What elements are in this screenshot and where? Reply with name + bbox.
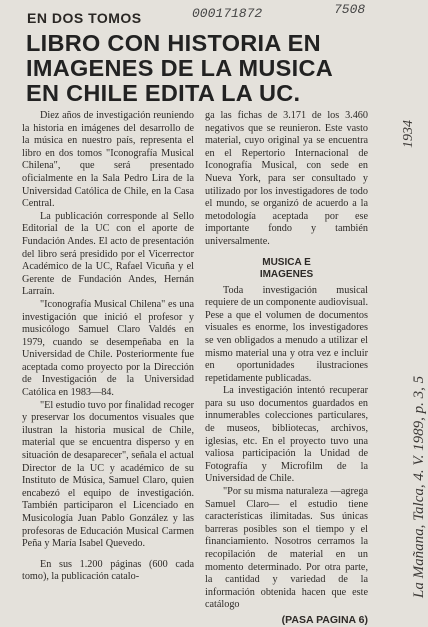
headline-line: IMAGENES DE LA MUSICA — [26, 55, 334, 81]
headline — [26, 31, 396, 106]
paragraph: Toda investigación musical requiere de un componente audiovisual. Pese a que el volumen de documentos visuales es enorme, los investigadores se ven obligados a menudo a utilizar el mismo material una y otra vez e incluir en oportunidades ilustraciones repetidamente publicadas. — [205, 284, 368, 384]
headline-line: LIBRO CON HISTORIA EN — [26, 30, 321, 56]
handwritten-ref-code: 7508 — [334, 2, 366, 17]
handwritten-source-note: La Mañana, Talca, 4. V. 1989, p. 3, 5 — [411, 375, 427, 598]
article-column-1 — [22, 110, 194, 584]
handwritten-year: 1934 — [401, 120, 416, 148]
handwritten-catalog-number: 000171872 — [192, 6, 263, 21]
article-column-2 — [205, 110, 368, 627]
paragraph: Diez años de investigación reuniendo la historia en imágenes del desarrollo de la música en nuestro país, representa el libro en dos tomos "Iconografía Musical Chilena", que será presentado oficialmente en la Sala Pedro Lira de la Universidad Católica de Chile, en la Casa Central. — [22, 110, 194, 210]
paragraph: ga las fichas de 3.171 de los 3.460 negativos que se reunieron. Este vasto material, cuyo original ya se encuentra en el Repertorio Internacional de Iconografía Musical, con sede en Nueva York, para ser consultado y utilizado por los investigadores de todo el mundo, se organizó de acuerdo a la metodología aceptada por ese importante fondo y también universalmente. — [205, 110, 368, 247]
paragraph: La investigación intentó recuperar para su uso documentos guardados en innumerables colecciones particulares, de museos, bibliotecas, archivos, iglesias, etc. En el proyecto tuvo una valiosa participación la Unidad de Fotografía y Microfilm de la Universidad de Chile. — [205, 385, 368, 485]
paragraph: En sus 1.200 páginas (600 cada tomo), la publicación catalo- — [22, 558, 194, 583]
kicker-label: EN DOS TOMOS — [27, 10, 142, 26]
paragraph: "Iconografía Musical Chilena" es una investigación que inició el profesor y musicólogo Samuel Claro Valdés en 1979, cuando se desempeñaba en la Universidad de Chile. Posteriormente fue aceptada como proyecto por la Dirección de Investigación de la Universidad Católica en 1983—84. — [22, 298, 194, 399]
headline-line: EN CHILE EDITA LA UC. — [26, 80, 301, 106]
paragraph: "El estudio tuvo por finalidad recoger y preservar los documentos visuales que ilustran la historia musical de Chile, material que se encuentra disperso y en situación de desaparecer", señala el actual Director de la UC y académico de su Instituto de Música, Samuel Claro, quien encabezó el equipo de investigación. También participaron el Licenciado en Musicología Juan Pablo González y las profesoras de Educación Musical Carmen Peña y María Isabel Quevedo. — [22, 399, 194, 550]
continued-on-page: (PASA PAGINA 6) — [281, 613, 368, 626]
paragraph: "Por su misma naturaleza —agrega Samuel Claro— el estudio tiene características ilimitadas. Sus únicas barreras posibles son el tiempo y el financiamiento. Nosotros cerramos la recopilación de material en un momento determinado. Por otra parte, la cantidad y variedad de la información obtenida hacen que este catálogo — [205, 486, 368, 611]
paragraph: La publicación corresponde al Sello Editorial de la UC con el aporte de Fundación Andes. El acto de presentación del libro será presidido por el Vicerrector Académico de la UC, Rafael Vicuña y el Gerente de Fundación Andes, Hernán Larraín. — [22, 210, 194, 298]
section-subhead — [205, 257, 368, 281]
subhead-line: MUSICA E — [262, 256, 311, 268]
subhead-line: IMAGENES — [259, 268, 314, 280]
